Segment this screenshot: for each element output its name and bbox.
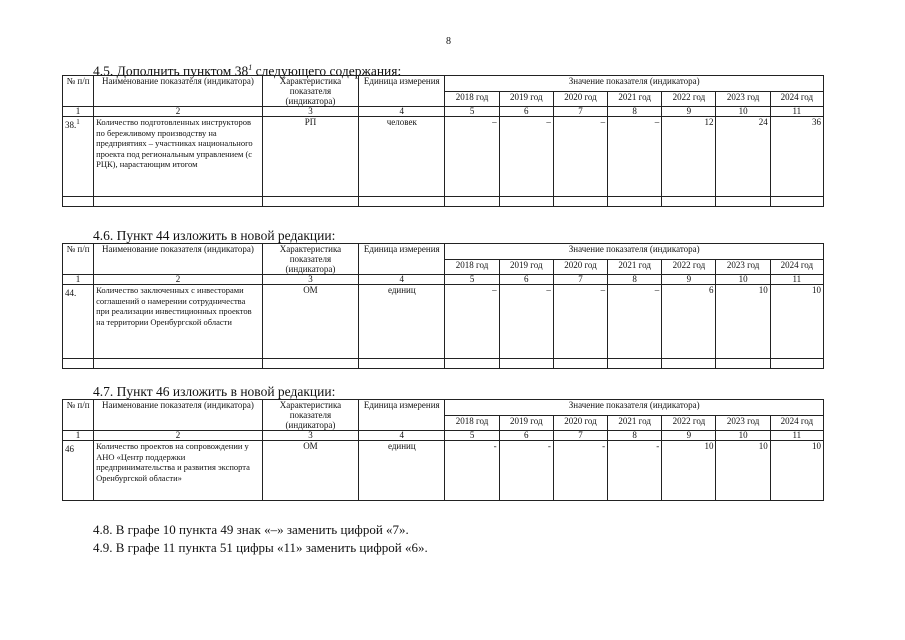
row-value-2023: 24 [716, 117, 770, 197]
header-year: 2019 год [499, 415, 553, 431]
header-year: 2018 год [445, 415, 499, 431]
header-year: 2018 год [445, 91, 499, 107]
row-unit: единиц [359, 285, 445, 359]
column-number: 7 [553, 431, 607, 441]
row-num-sup: 1 [76, 118, 80, 126]
row-num [63, 285, 94, 359]
row-value-2023: 10 [716, 441, 770, 501]
row-value-2021: – [608, 285, 662, 359]
table-row [63, 441, 824, 501]
column-number: 11 [770, 107, 823, 117]
column-number: 3 [262, 431, 358, 441]
header-year: 2023 год [716, 91, 770, 107]
row-value-2021: – [608, 117, 662, 197]
header-year: 2022 год [662, 415, 716, 431]
header-num: № п/п [63, 400, 94, 431]
row-characteristic: РП [262, 117, 358, 197]
column-number: 9 [662, 431, 716, 441]
header-year: 2021 год [608, 259, 662, 275]
column-number: 5 [445, 107, 499, 117]
row-unit: единиц [359, 441, 445, 501]
row-characteristic: ОМ [262, 441, 358, 501]
column-number: 9 [662, 107, 716, 117]
header-year: 2023 год [716, 259, 770, 275]
column-number: 2 [94, 431, 263, 441]
blank-row [63, 197, 824, 207]
heading-superscript: 1 [248, 63, 253, 72]
row-num-text: 46 [65, 444, 74, 454]
column-number: 7 [553, 107, 607, 117]
column-number: 8 [608, 275, 662, 285]
column-number: 2 [94, 275, 263, 285]
column-number: 4 [359, 107, 445, 117]
column-number: 9 [662, 275, 716, 285]
row-value-2018: - [445, 441, 499, 501]
column-number: 5 [445, 275, 499, 285]
row-value-2024: 10 [770, 441, 823, 501]
section-heading-4-7: 4.7. Пункт 46 изложить в новой редакции: [93, 384, 336, 399]
row-value-2024: 10 [770, 285, 823, 359]
header-name: Наименование показателя (индикатора) [94, 76, 263, 107]
column-number: 11 [770, 275, 823, 285]
column-number: 10 [716, 275, 770, 285]
header-unit: Единица измерения [359, 244, 445, 275]
row-value-2021: - [608, 441, 662, 501]
row-value-2023: 10 [716, 285, 770, 359]
row-value-2019: – [499, 117, 553, 197]
header-year: 2024 год [770, 415, 823, 431]
row-num-text: 44. [65, 288, 77, 298]
row-value-2022: 10 [662, 441, 716, 501]
row-indicator-name: Количество проектов на сопровождении у АНО «Центр поддержки предпринимательства и развития экспорта Оренбургской области» [94, 441, 263, 501]
row-value-2019: – [499, 285, 553, 359]
header-year: 2021 год [608, 91, 662, 107]
row-value-2020: - [553, 441, 607, 501]
header-year: 2024 год [770, 259, 823, 275]
header-unit: Единица измерения [359, 400, 445, 431]
header-year: 2021 год [608, 415, 662, 431]
header-values-group: Значение показателя (индикатора) [445, 76, 824, 92]
column-number: 7 [553, 275, 607, 285]
row-unit: человек [359, 117, 445, 197]
column-number: 3 [262, 107, 358, 117]
indicator-table-2 [62, 243, 824, 369]
header-name: Наименование показателя (индикатора) [94, 400, 263, 431]
header-characteristic: Характеристика показателя (индикатора) [262, 76, 358, 107]
row-value-2019: - [499, 441, 553, 501]
row-num [63, 441, 94, 501]
column-number: 10 [716, 107, 770, 117]
column-number: 3 [262, 275, 358, 285]
indicator-table-1 [62, 75, 824, 207]
header-unit: Единица измерения [359, 76, 445, 107]
header-characteristic: Характеристика показателя (индикатора) [262, 400, 358, 431]
column-number: 10 [716, 431, 770, 441]
indicator-table-3 [62, 399, 824, 501]
header-year: 2020 год [553, 91, 607, 107]
table-row [63, 117, 824, 197]
column-number: 4 [359, 275, 445, 285]
blank-row [63, 359, 824, 369]
header-year: 2020 год [553, 259, 607, 275]
header-year: 2020 год [553, 415, 607, 431]
column-number: 2 [94, 107, 263, 117]
column-number: 6 [499, 107, 553, 117]
instruction-4-8: 4.8. В графе 10 пункта 49 знак «–» заменить цифрой «7». [93, 522, 409, 537]
column-number: 8 [608, 431, 662, 441]
header-num: № п/п [63, 244, 94, 275]
section-heading-4-6: 4.6. Пункт 44 изложить в новой редакции: [93, 228, 336, 243]
table-row [63, 285, 824, 359]
column-number: 1 [63, 107, 94, 117]
header-year: 2018 год [445, 259, 499, 275]
column-number: 6 [499, 431, 553, 441]
column-number: 4 [359, 431, 445, 441]
header-year: 2022 год [662, 259, 716, 275]
header-year: 2023 год [716, 415, 770, 431]
row-value-2018: – [445, 285, 499, 359]
row-indicator-name: Количество подготовленных инструкторов по бережливому производству на предприятиях – участниках национального проекта под региональным управлением (с РЦК), нарастающим итогом [94, 117, 263, 197]
column-number: 11 [770, 431, 823, 441]
header-values-group: Значение показателя (индикатора) [445, 244, 824, 260]
heading-text: 4.5. Дополнить пунктом 38 [93, 63, 249, 79]
row-num-text: 38. [65, 120, 77, 130]
header-name: Наименование показателя (индикатора) [94, 244, 263, 275]
row-value-2020: – [553, 117, 607, 197]
heading-text-end: следующего содержания: [252, 63, 402, 79]
instruction-4-9: 4.9. В графе 11 пункта 51 цифры «11» заменить цифрой «6». [93, 540, 428, 555]
column-number: 8 [608, 107, 662, 117]
row-value-2022: 12 [662, 117, 716, 197]
page-number: 8 [446, 36, 451, 47]
header-values-group: Значение показателя (индикатора) [445, 400, 824, 416]
header-year: 2019 год [499, 91, 553, 107]
header-characteristic: Характеристика показателя (индикатора) [262, 244, 358, 275]
row-value-2024: 36 [770, 117, 823, 197]
column-number: 1 [63, 431, 94, 441]
column-number: 6 [499, 275, 553, 285]
row-value-2018: – [445, 117, 499, 197]
column-number: 5 [445, 431, 499, 441]
header-num: № п/п [63, 76, 94, 107]
row-value-2022: 6 [662, 285, 716, 359]
row-value-2020: – [553, 285, 607, 359]
row-indicator-name: Количество заключенных с инвесторами соглашений о намерении сотрудничества при реализации инвестиционных проектов на территории Оренбургской области [94, 285, 263, 359]
row-num [63, 117, 94, 197]
header-year: 2022 год [662, 91, 716, 107]
header-year: 2024 год [770, 91, 823, 107]
row-characteristic: ОМ [262, 285, 358, 359]
header-year: 2019 год [499, 259, 553, 275]
column-number: 1 [63, 275, 94, 285]
